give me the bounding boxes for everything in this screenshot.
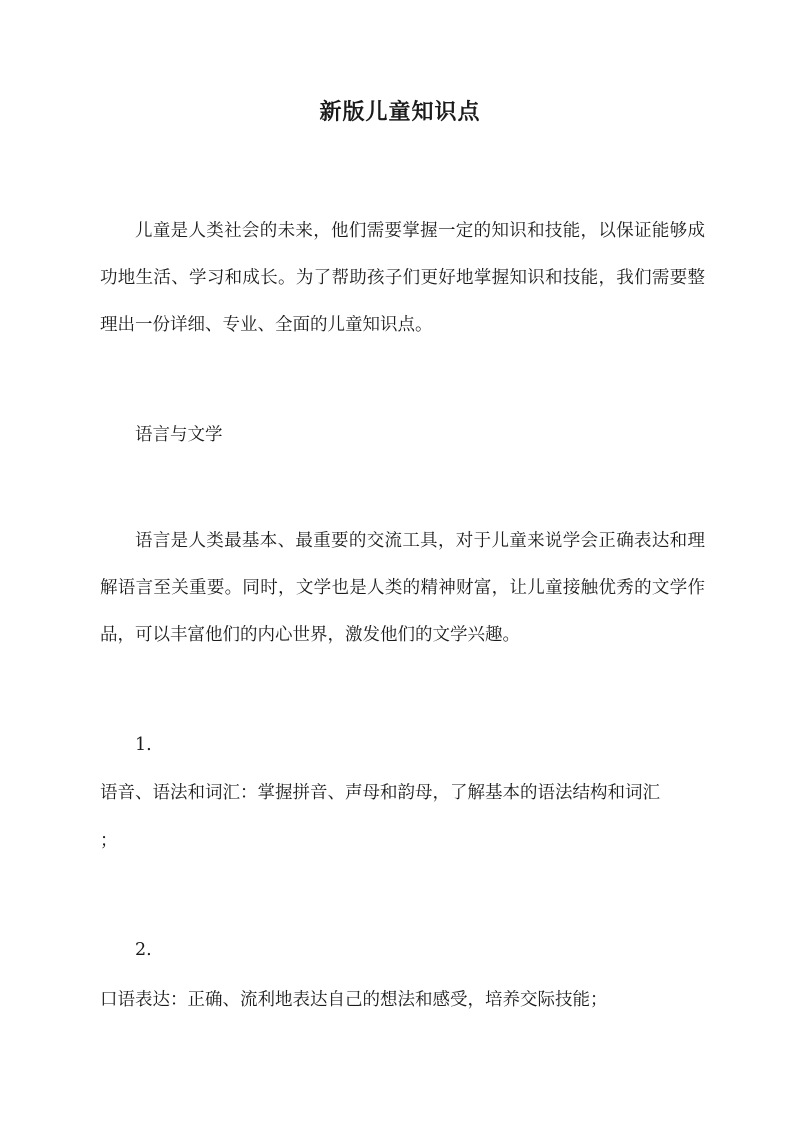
intro-paragraph: 儿童是人类社会的未来，他们需要掌握一定的知识和技能，以保证能够成功地生活、学习和成长。为了帮助孩子们更好地掌握知识和技能，我们需要整理出一份详细、专业、全面的儿童知识点。 <box>100 221 705 335</box>
section-paragraph: 语言是人类最基本、最重要的交流工具，对于儿童来说学会正确表达和理解语言至关重要。同时，文学也是人类的精神财富，让儿童接触优秀的文学作品，可以丰富他们的内心世界，激发他们的文学兴趣。 <box>100 531 705 645</box>
document-title: 新版儿童知识点 <box>319 99 481 125</box>
list-item-tail: ； <box>100 831 118 851</box>
list-item-text: 语音、语法和词汇：掌握拼音、声母和韵母，了解基本的语法结构和词汇 <box>100 783 660 803</box>
list-item-text: 口语表达：正确、流利地表达自己的想法和感受，培养交际技能； <box>100 990 608 1010</box>
list-item-number: 2. <box>135 940 152 960</box>
section-heading: 语言与文学 <box>135 425 223 445</box>
list-item-number: 1. <box>135 735 152 755</box>
